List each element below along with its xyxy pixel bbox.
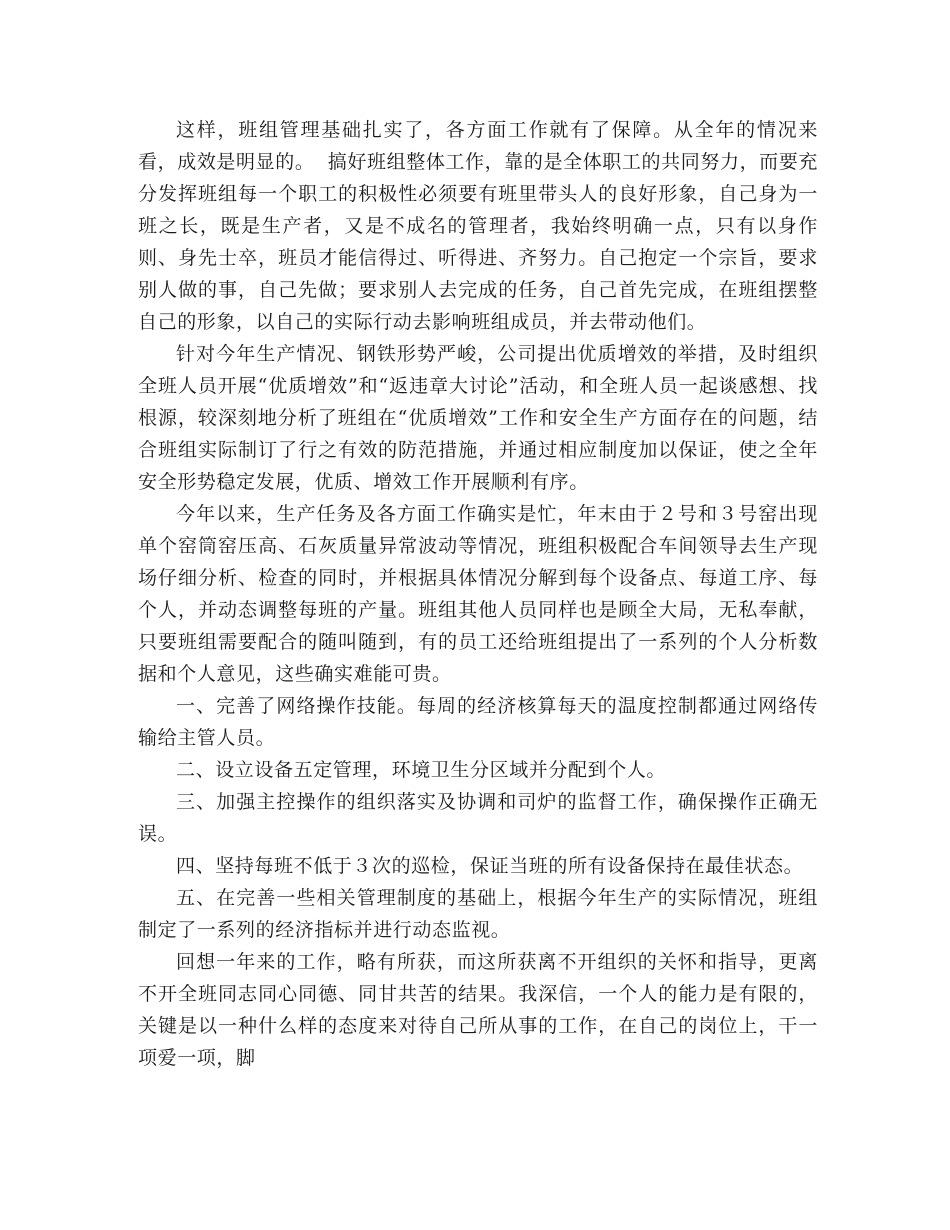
paragraph: 二、设立设备五定管理，环境卫生分区域并分配到个人。 [176, 759, 667, 781]
paragraph: 五、在完善一些相关管理制度的基础上，根据今年生产的实际情况，班组制定了一系列的经济指标并进行动态监视。 [138, 887, 818, 941]
paragraph: 针对今年生产情况、钢铁形势严峻，公司提出优质增效的举措，及时组织全班人员开展“优质增效”和“返违章大讨论”活动，和全班人员一起谈感想、找根源，较深刻地分析了班组在“优质增效”工作和安全生产方面存在的问题，结合班组实际制订了行之有效的防范措施，并通过相应制度加以保证，使之全年安全形势稳定发展，优质、增效工作开展顺利有序。 [138, 343, 818, 493]
paragraph: 这样，班组管理基础扎实了，各方面工作就有了保障。从全年的情况来看，成效是明显的。 搞好班组整体工作，靠的是全体职工的共同努力，而要充分发挥班组每一个职工的积极性必须要有班里带头人的良好形象，自己身为一班之长，既是生产者，又是不成名的管理者，我始终明确一点，只有以身作则、身先士卒，班员才能信得过、听得进、齐努力。自己抱定一个宗旨，要求别人做的事，自己先做；要求别人去完成的任务，自己首先完成，在班组摆整自己的形象，以自己的实际行动去影响班组成员，并去带动他们。 [138, 119, 818, 333]
paragraph: 四、坚持每班不低于３次的巡检，保证当班的所有设备保持在最佳状态。 [176, 855, 804, 877]
paragraph: 三、加强主控操作的组织落实及协调和司炉的监督工作，确保操作正确无误。 [138, 791, 818, 845]
document-body [138, 114, 818, 1074]
paragraph: 一、完善了网络操作技能。每周的经济核算每天的温度控制都通过网络传输给主管人员。 [138, 695, 818, 749]
paragraph: 今年以来，生产任务及各方面工作确实是忙，年末由于２号和３号窑出现单个窑筒窑压高、石灰质量异常波动等情况，班组积极配合车间领导去生产现场仔细分析、检查的同时，并根据具体情况分解到每个设备点、每道工序、每个人，并动态调整每班的产量。班组其他人员同样也是顾全大局，无私奉献，只要班组需要配合的随叫随到，有的员工还给班组提出了一系列的个人分析数据和个人意见，这些确实难能可贵。 [138, 503, 818, 685]
paragraph: 回想一年来的工作，略有所获，而这所获离不开组织的关怀和指导，更离不开全班同志同心同德、同甘共苦的结果。我深信，一个人的能力是有限的，关键是以一种什么样的态度来对待自己所从事的工作，在自己的岗位上，干一项爱一项，脚 [138, 951, 818, 1069]
